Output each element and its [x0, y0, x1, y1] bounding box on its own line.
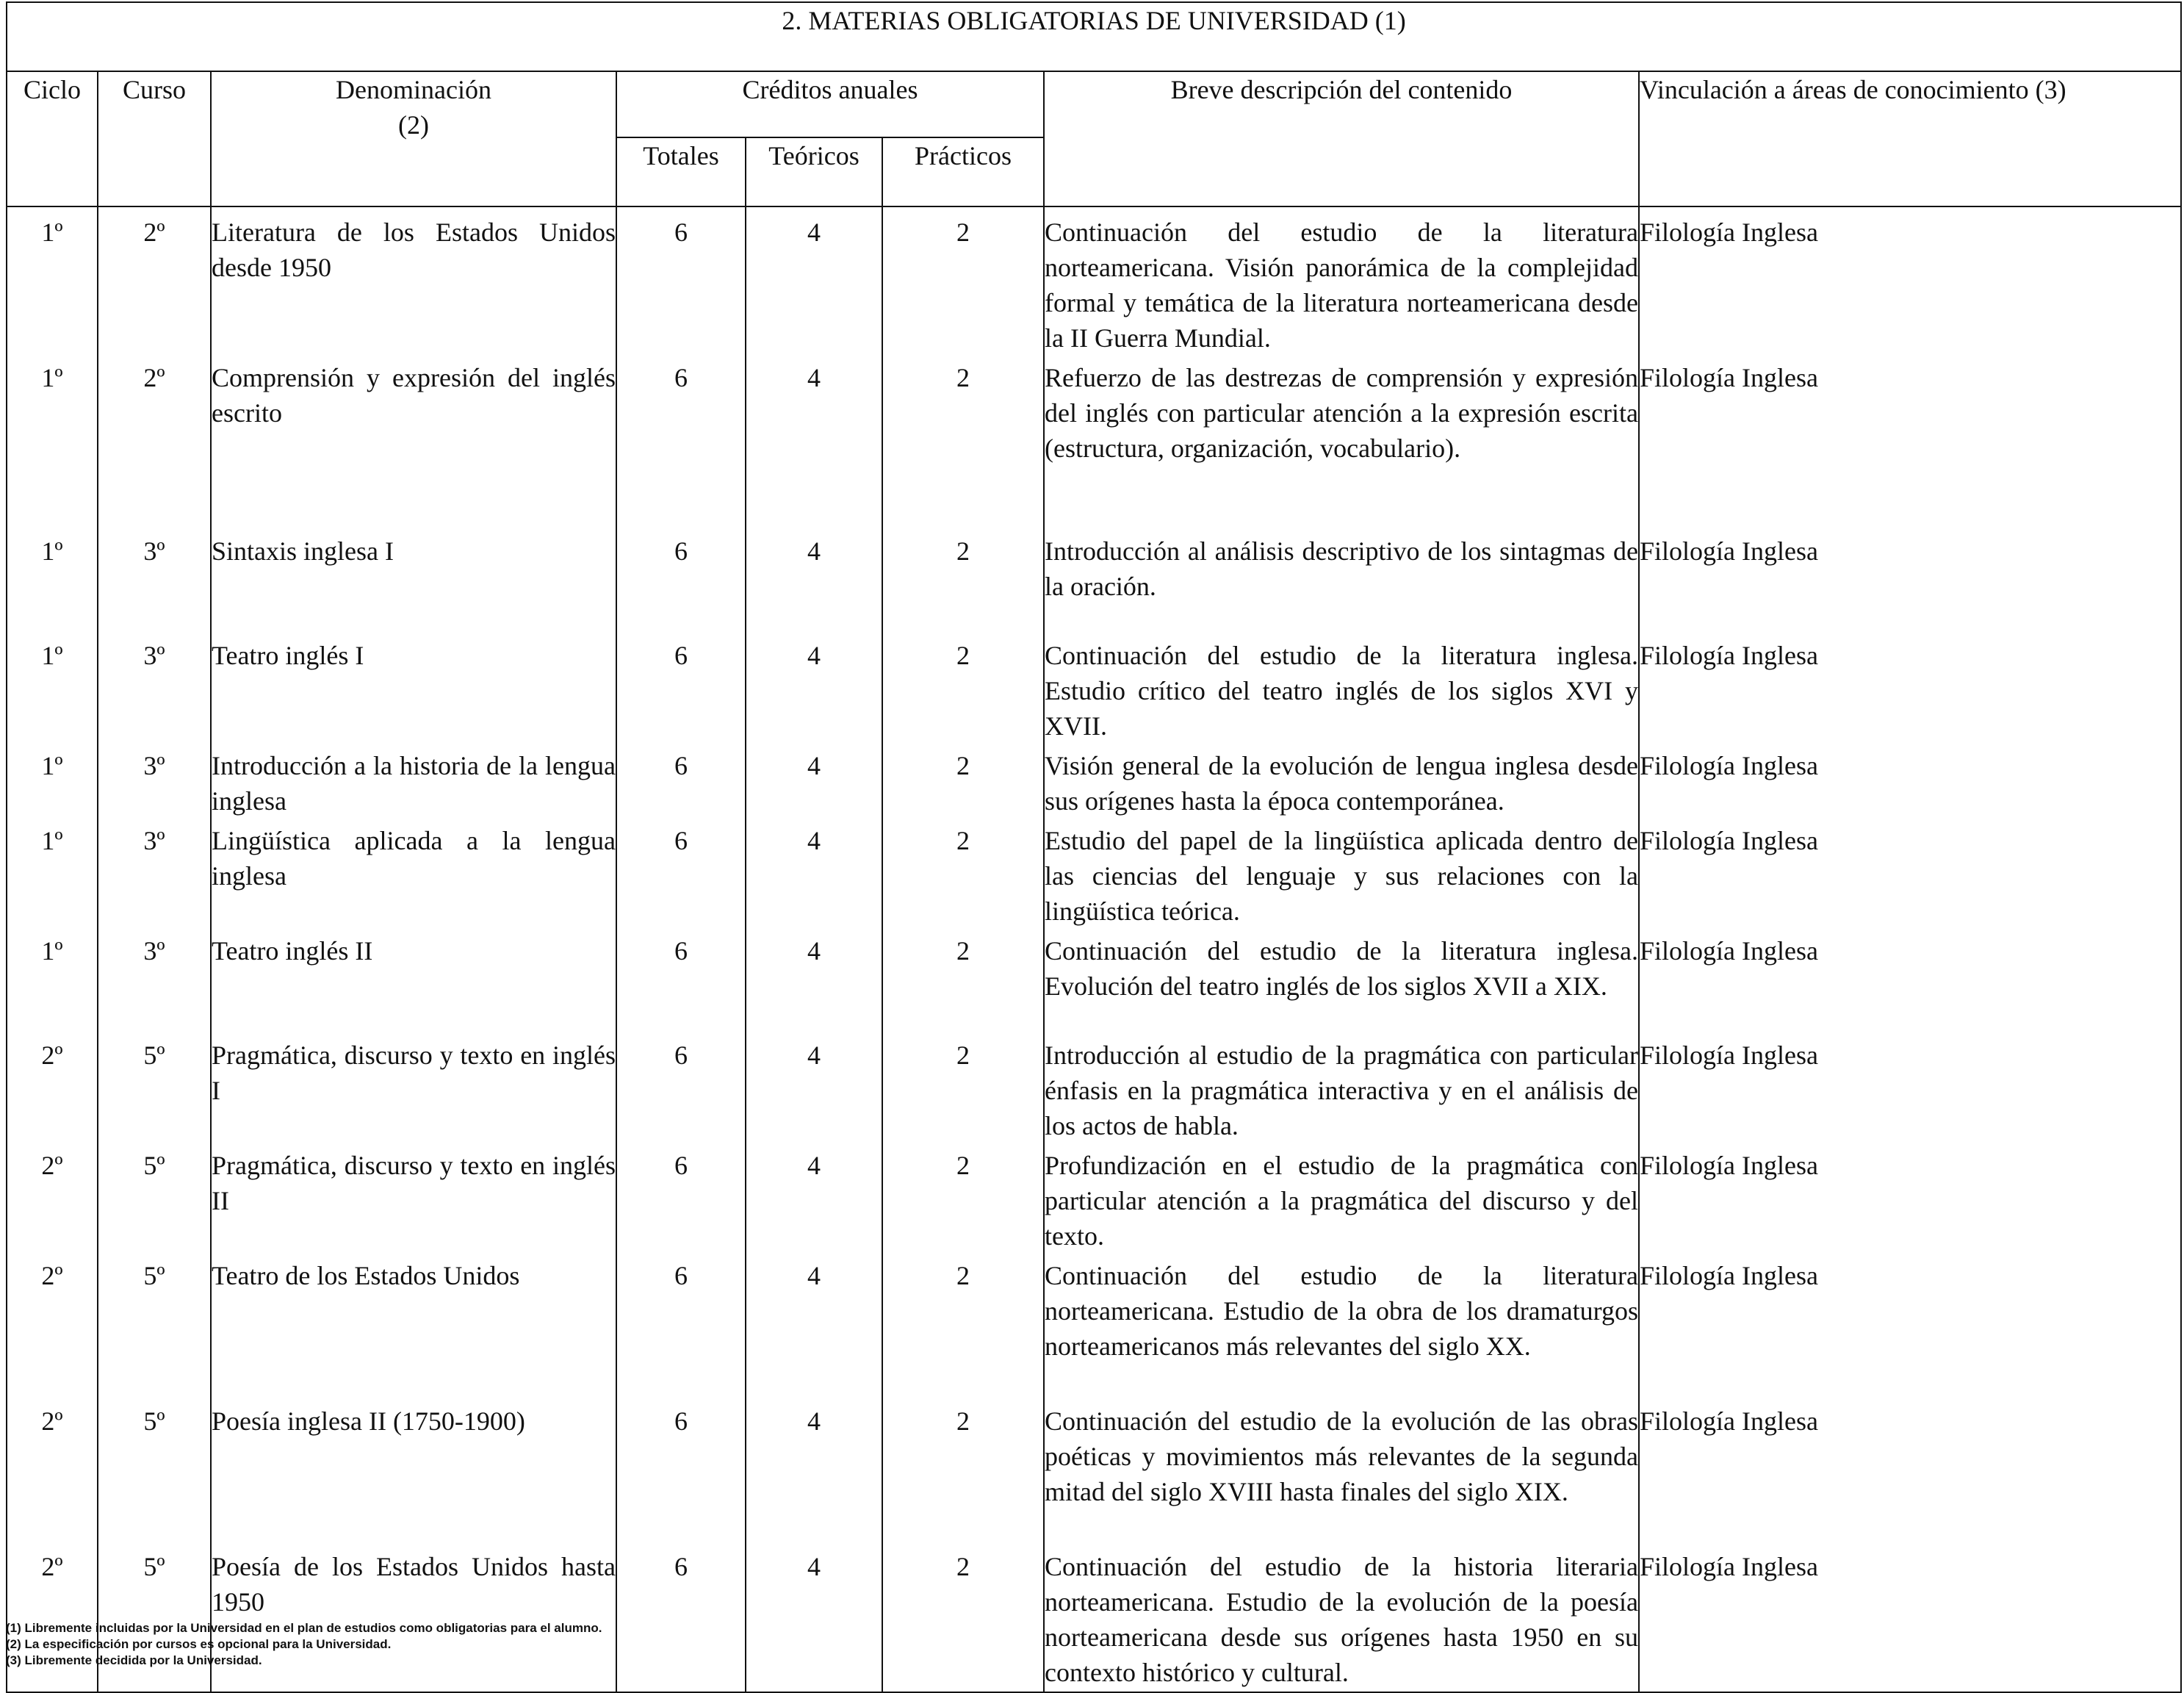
- header-teoricos: Teóricos: [746, 137, 882, 206]
- curso-cell: 5º: [98, 1399, 211, 1545]
- footnote-2: (2) La especificación por cursos es opcional para la Universidad.: [6, 1637, 392, 1651]
- table-body: [7, 206, 2181, 1692]
- ciclo-cell: 1º: [7, 529, 98, 633]
- area-cell: Filología Inglesa: [1639, 529, 2181, 633]
- denominacion-cell: Introducción a la historia de la lengua inglesa: [211, 744, 616, 819]
- table-row: [7, 529, 2181, 633]
- denominacion-cell: Pragmática, discurso y texto en inglés I: [211, 1033, 616, 1143]
- teoricos-cell: 4: [746, 356, 882, 529]
- curso-cell: 3º: [98, 929, 211, 1033]
- totales-cell: 6: [616, 1143, 746, 1254]
- table-row: [7, 1399, 2181, 1545]
- curso-cell: 5º: [98, 1545, 211, 1692]
- teoricos-cell: 4: [746, 206, 882, 356]
- table-row: [7, 633, 2181, 744]
- curso-cell: 2º: [98, 356, 211, 529]
- totales-cell: 6: [616, 1545, 746, 1692]
- denominacion-cell: Comprensión y expresión del inglés escrito: [211, 356, 616, 529]
- curso-cell: 5º: [98, 1033, 211, 1143]
- teoricos-cell: 4: [746, 1254, 882, 1399]
- totales-cell: 6: [616, 819, 746, 929]
- curso-cell: 3º: [98, 529, 211, 633]
- ciclo-cell: 1º: [7, 633, 98, 744]
- curso-cell: 3º: [98, 633, 211, 744]
- denominacion-cell: Teatro de los Estados Unidos: [211, 1254, 616, 1399]
- descripcion-cell: Estudio del papel de la lingüística aplicada dentro de las ciencias del lenguaje y sus relaciones con la lingüística teórica.: [1044, 819, 1639, 929]
- area-cell: Filología Inglesa: [1639, 819, 2181, 929]
- area-cell: Filología Inglesa: [1639, 744, 2181, 819]
- ciclo-cell: 1º: [7, 929, 98, 1033]
- header-vinculacion: Vinculación a áreas de conocimiento (3): [1639, 71, 2181, 206]
- practicos-cell: 2: [882, 929, 1044, 1033]
- totales-cell: 6: [616, 206, 746, 356]
- area-cell: Filología Inglesa: [1639, 1143, 2181, 1254]
- denominacion-cell: Literatura de los Estados Unidos desde 1950: [211, 206, 616, 356]
- descripcion-cell: Profundización en el estudio de la pragmática con particular atención a la pragmática del discurso y del texto.: [1044, 1143, 1639, 1254]
- header-denominacion: [211, 71, 616, 206]
- subjects-table: [6, 1, 2182, 1693]
- curso-cell: 3º: [98, 744, 211, 819]
- ciclo-cell: 2º: [7, 1033, 98, 1143]
- denominacion-cell: Poesía inglesa II (1750-1900): [211, 1399, 616, 1545]
- teoricos-cell: 4: [746, 1033, 882, 1143]
- curso-cell: 5º: [98, 1143, 211, 1254]
- header-practicos: Prácticos: [882, 137, 1044, 206]
- table-row: [7, 206, 2181, 356]
- totales-cell: 6: [616, 529, 746, 633]
- teoricos-cell: 4: [746, 1143, 882, 1254]
- area-cell: Filología Inglesa: [1639, 356, 2181, 529]
- ciclo-cell: 1º: [7, 356, 98, 529]
- practicos-cell: 2: [882, 206, 1044, 356]
- totales-cell: 6: [616, 929, 746, 1033]
- practicos-cell: 2: [882, 1399, 1044, 1545]
- practicos-cell: 2: [882, 633, 1044, 744]
- ciclo-cell: 2º: [7, 1399, 98, 1545]
- descripcion-cell: Continuación del estudio de la literatura inglesa. Evolución del teatro inglés de los siglos XVII a XIX.: [1044, 929, 1639, 1033]
- ciclo-cell: 2º: [7, 1545, 98, 1692]
- denominacion-cell: Sintaxis inglesa I: [211, 529, 616, 633]
- teoricos-cell: 4: [746, 1399, 882, 1545]
- ciclo-cell: 2º: [7, 1254, 98, 1399]
- totales-cell: 6: [616, 356, 746, 529]
- practicos-cell: 2: [882, 744, 1044, 819]
- practicos-cell: 2: [882, 1033, 1044, 1143]
- header-denominacion-note: (2): [398, 110, 429, 140]
- area-cell: Filología Inglesa: [1639, 1545, 2181, 1692]
- header-descripcion: Breve descripción del contenido: [1044, 71, 1639, 206]
- header-totales: Totales: [616, 137, 746, 206]
- curso-cell: 3º: [98, 819, 211, 929]
- table-row: [7, 744, 2181, 819]
- area-cell: Filología Inglesa: [1639, 633, 2181, 744]
- table-title: 2. MATERIAS OBLIGATORIAS DE UNIVERSIDAD (1): [7, 2, 2181, 71]
- teoricos-cell: 4: [746, 633, 882, 744]
- totales-cell: 6: [616, 633, 746, 744]
- teoricos-cell: 4: [746, 744, 882, 819]
- descripcion-cell: Continuación del estudio de la evolución de las obras poéticas y movimientos más relevantes de la segunda mitad del siglo XVIII hasta finales del siglo XIX.: [1044, 1399, 1639, 1545]
- table-row: [7, 1254, 2181, 1399]
- teoricos-cell: 4: [746, 1545, 882, 1692]
- header-curso: Curso: [98, 71, 211, 206]
- ciclo-cell: 1º: [7, 819, 98, 929]
- header-creditos: Créditos anuales: [616, 71, 1044, 137]
- denominacion-cell: Teatro inglés I: [211, 633, 616, 744]
- practicos-cell: 2: [882, 529, 1044, 633]
- header-denominacion-label: Denominación: [336, 75, 491, 104]
- ciclo-cell: 1º: [7, 744, 98, 819]
- teoricos-cell: 4: [746, 819, 882, 929]
- area-cell: Filología Inglesa: [1639, 1399, 2181, 1545]
- descripcion-cell: Visión general de la evolución de lengua inglesa desde sus orígenes hasta la época contemporánea.: [1044, 744, 1639, 819]
- practicos-cell: 2: [882, 1254, 1044, 1399]
- table-row: [7, 1545, 2181, 1692]
- totales-cell: 6: [616, 1399, 746, 1545]
- practicos-cell: 2: [882, 1545, 1044, 1692]
- denominacion-cell: Poesía de los Estados Unidos hasta 1950: [211, 1545, 616, 1692]
- descripcion-cell: Introducción al estudio de la pragmática con particular énfasis en la pragmática interactiva y en el análisis de los actos de habla.: [1044, 1033, 1639, 1143]
- footnote-3: (3) Libremente decidida por la Universidad.: [6, 1653, 262, 1667]
- document-sheet: [6, 1, 2180, 1693]
- area-cell: Filología Inglesa: [1639, 206, 2181, 356]
- table-row: [7, 1143, 2181, 1254]
- totales-cell: 6: [616, 1033, 746, 1143]
- footnotes: [6, 1620, 602, 1669]
- table-row: [7, 1033, 2181, 1143]
- totales-cell: 6: [616, 1254, 746, 1399]
- descripcion-cell: Introducción al análisis descriptivo de los sintagmas de la oración.: [1044, 529, 1639, 633]
- ciclo-cell: 2º: [7, 1143, 98, 1254]
- curso-cell: 5º: [98, 1254, 211, 1399]
- area-cell: Filología Inglesa: [1639, 1254, 2181, 1399]
- totales-cell: 6: [616, 744, 746, 819]
- ciclo-cell: 1º: [7, 206, 98, 356]
- curso-cell: 2º: [98, 206, 211, 356]
- footnote-1: (1) Libremente incluidas por la Universidad en el plan de estudios como obligatorias para el alumno.: [6, 1621, 602, 1635]
- denominacion-cell: Pragmática, discurso y texto en inglés II: [211, 1143, 616, 1254]
- teoricos-cell: 4: [746, 529, 882, 633]
- area-cell: Filología Inglesa: [1639, 929, 2181, 1033]
- descripcion-cell: Continuación del estudio de la historia literaria norteamericana. Estudio de la evolución de la poesía norteamericana desde sus orígenes hasta 1950 en su contexto histórico y cultural.: [1044, 1545, 1639, 1692]
- denominacion-cell: Teatro inglés II: [211, 929, 616, 1033]
- practicos-cell: 2: [882, 819, 1044, 929]
- descripcion-cell: Continuación del estudio de la literatura norteamericana. Visión panorámica de la complejidad formal y temática de la literatura norteamericana desde la II Guerra Mundial.: [1044, 206, 1639, 356]
- practicos-cell: 2: [882, 356, 1044, 529]
- table-row: [7, 356, 2181, 529]
- header-ciclo: Ciclo: [7, 71, 98, 206]
- table-row: [7, 819, 2181, 929]
- practicos-cell: 2: [882, 1143, 1044, 1254]
- descripcion-cell: Refuerzo de las destrezas de comprensión y expresión del inglés con particular atención a la expresión escrita (estructura, organización, vocabulario).: [1044, 356, 1639, 529]
- denominacion-cell: Lingüística aplicada a la lengua inglesa: [211, 819, 616, 929]
- descripcion-cell: Continuación del estudio de la literatura norteamericana. Estudio de la obra de los dramaturgos norteamericanos más relevantes del siglo XX.: [1044, 1254, 1639, 1399]
- table-row: [7, 929, 2181, 1033]
- teoricos-cell: 4: [746, 929, 882, 1033]
- descripcion-cell: Continuación del estudio de la literatura inglesa. Estudio crítico del teatro inglés de los siglos XVI y XVII.: [1044, 633, 1639, 744]
- area-cell: Filología Inglesa: [1639, 1033, 2181, 1143]
